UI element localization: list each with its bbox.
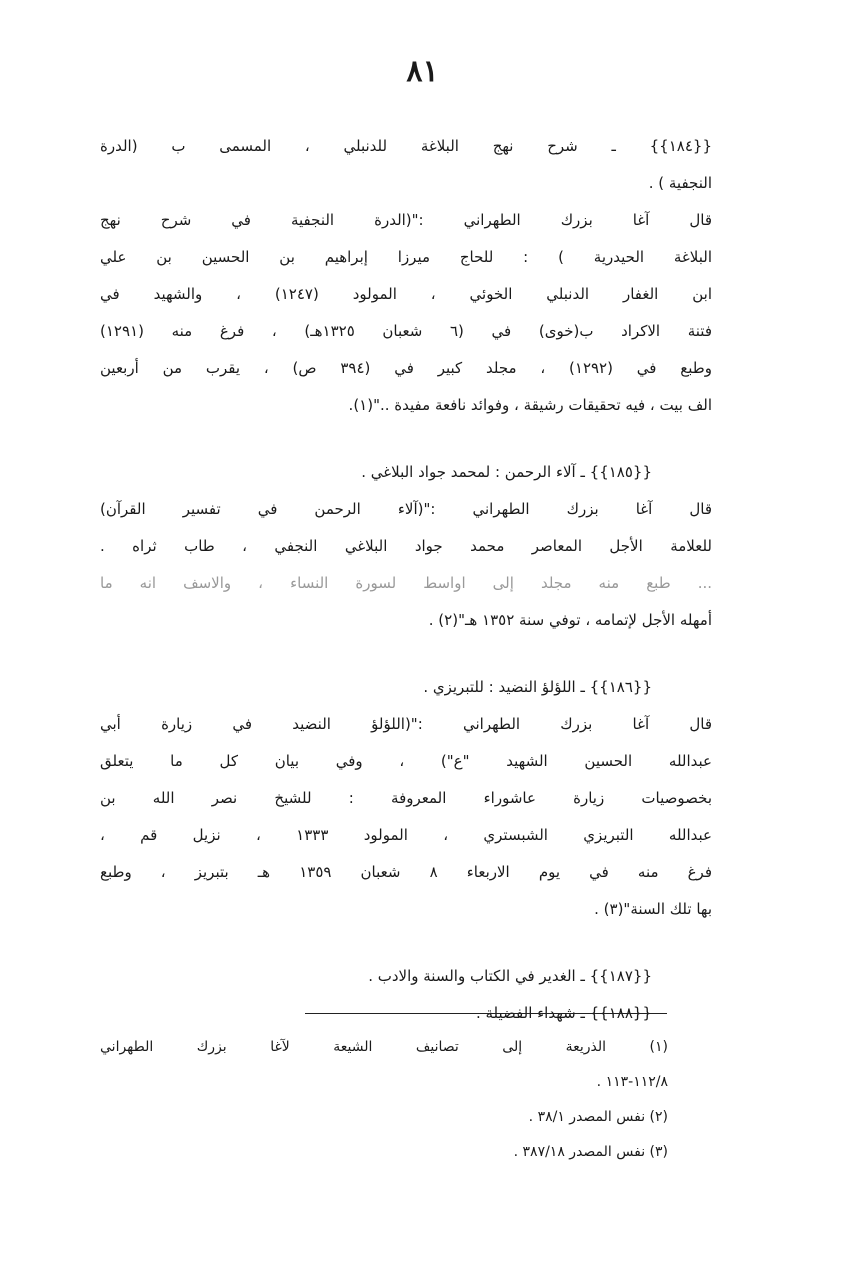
main-text	[100, 128, 712, 1032]
footnote-1-continuation: ١١٢/٨-١١٣ .	[596, 1074, 668, 1090]
quote-line: قال آغا بزرك الطهراني :"(آلاء الرحمن في تفسير القرآن)	[100, 500, 712, 518]
entry-heading-continuation: النجفية ) .	[648, 174, 712, 192]
quote-line: قال آغا بزرك الطهراني :"(اللؤلؤ النضيد في زيارة أبي	[100, 715, 712, 733]
entry-187: {{١٨٧}} ـ الغدير في الكتاب والسنة والادب .	[368, 967, 652, 985]
quote-line: فرغ منه في يوم الاربعاء ٨ شعبان ١٣٥٩ هـ بتبريز ، وطبع	[100, 863, 712, 881]
quote-line: ابن الغفار الدنبلي الخوئي ، المولود (١٢٤٧) ، والشهيد في	[100, 285, 712, 303]
entry-184	[100, 128, 712, 424]
footnote-1: (١) الذريعة إلى تصانيف الشيعة لآغا بزرك الطهراني	[100, 1039, 668, 1055]
entry-185	[100, 454, 712, 639]
quote-line: البلاغة الحيدرية ) : للحاج ميرزا إبراهيم بن الحسين بن علي	[100, 248, 712, 266]
quote-line: للعلامة الأجل المعاصر محمد جواد البلاغي النجفي ، طاب ثراه .	[100, 537, 712, 555]
footnotes	[100, 1030, 668, 1170]
quote-line: بها تلك السنة"(٣) .	[594, 900, 712, 918]
footnote-divider	[305, 1013, 667, 1014]
quote-line: فتنة الاكراد ب(خوى) في (٦ شعبان ١٣٢٥هـ) ، فرغ منه (١٢٩١)	[100, 322, 712, 340]
footnote-2: (٢) نفس المصدر ٣٨/١ .	[528, 1109, 668, 1125]
footnote-3: (٣) نفس المصدر ٣٨٧/١٨ .	[513, 1144, 668, 1160]
quote-line: وطبع في (١٢٩٢) ، مجلد كبير في (٣٩٤ ص) ، يقرب من أربعين	[100, 359, 712, 377]
entry-heading: {{١٨٦}} ـ اللؤلؤ النضيد : للتبريزي .	[423, 678, 652, 696]
page-number: ٨١	[406, 54, 439, 89]
quote-line: عبدالله التبريزي الشبستري ، المولود ١٣٣٣ ، نزيل قم ،	[100, 826, 712, 844]
entry-186	[100, 669, 712, 928]
entry-heading: {{١٨٤}} ـ شرح نهج البلاغة للدنبلي ، المسمى ب (الدرة	[100, 137, 712, 155]
quote-line: عبدالله الحسين الشهيد "ع") ، وفي بيان كل ما يتعلق	[100, 752, 712, 770]
quote-line: قال آغا بزرك الطهراني :"(الدرة النجفية في شرح نهج	[100, 211, 712, 229]
entry-heading: {{١٨٥}} ـ آلاء الرحمن : لمحمد جواد البلاغي .	[361, 463, 652, 481]
quote-line: بخصوصيات زيارة عاشوراء المعروفة : للشيخ نصر الله بن	[100, 789, 712, 807]
entry-188: {{١٨٨}} ـ شهداء الفضيلة .	[475, 1004, 652, 1022]
quote-line: الف بيت ، فيه تحقيقات رشيقة ، وفوائد نافعة مفيدة .."(١).	[348, 396, 712, 414]
quote-line: ... طبع منه مجلد إلى اواسط لسورة النساء ، والاسف انه ما	[100, 574, 712, 592]
quote-line: أمهله الأجل لإتمامه ، توفي سنة ١٣٥٢ هـ"(٢) .	[428, 611, 712, 629]
